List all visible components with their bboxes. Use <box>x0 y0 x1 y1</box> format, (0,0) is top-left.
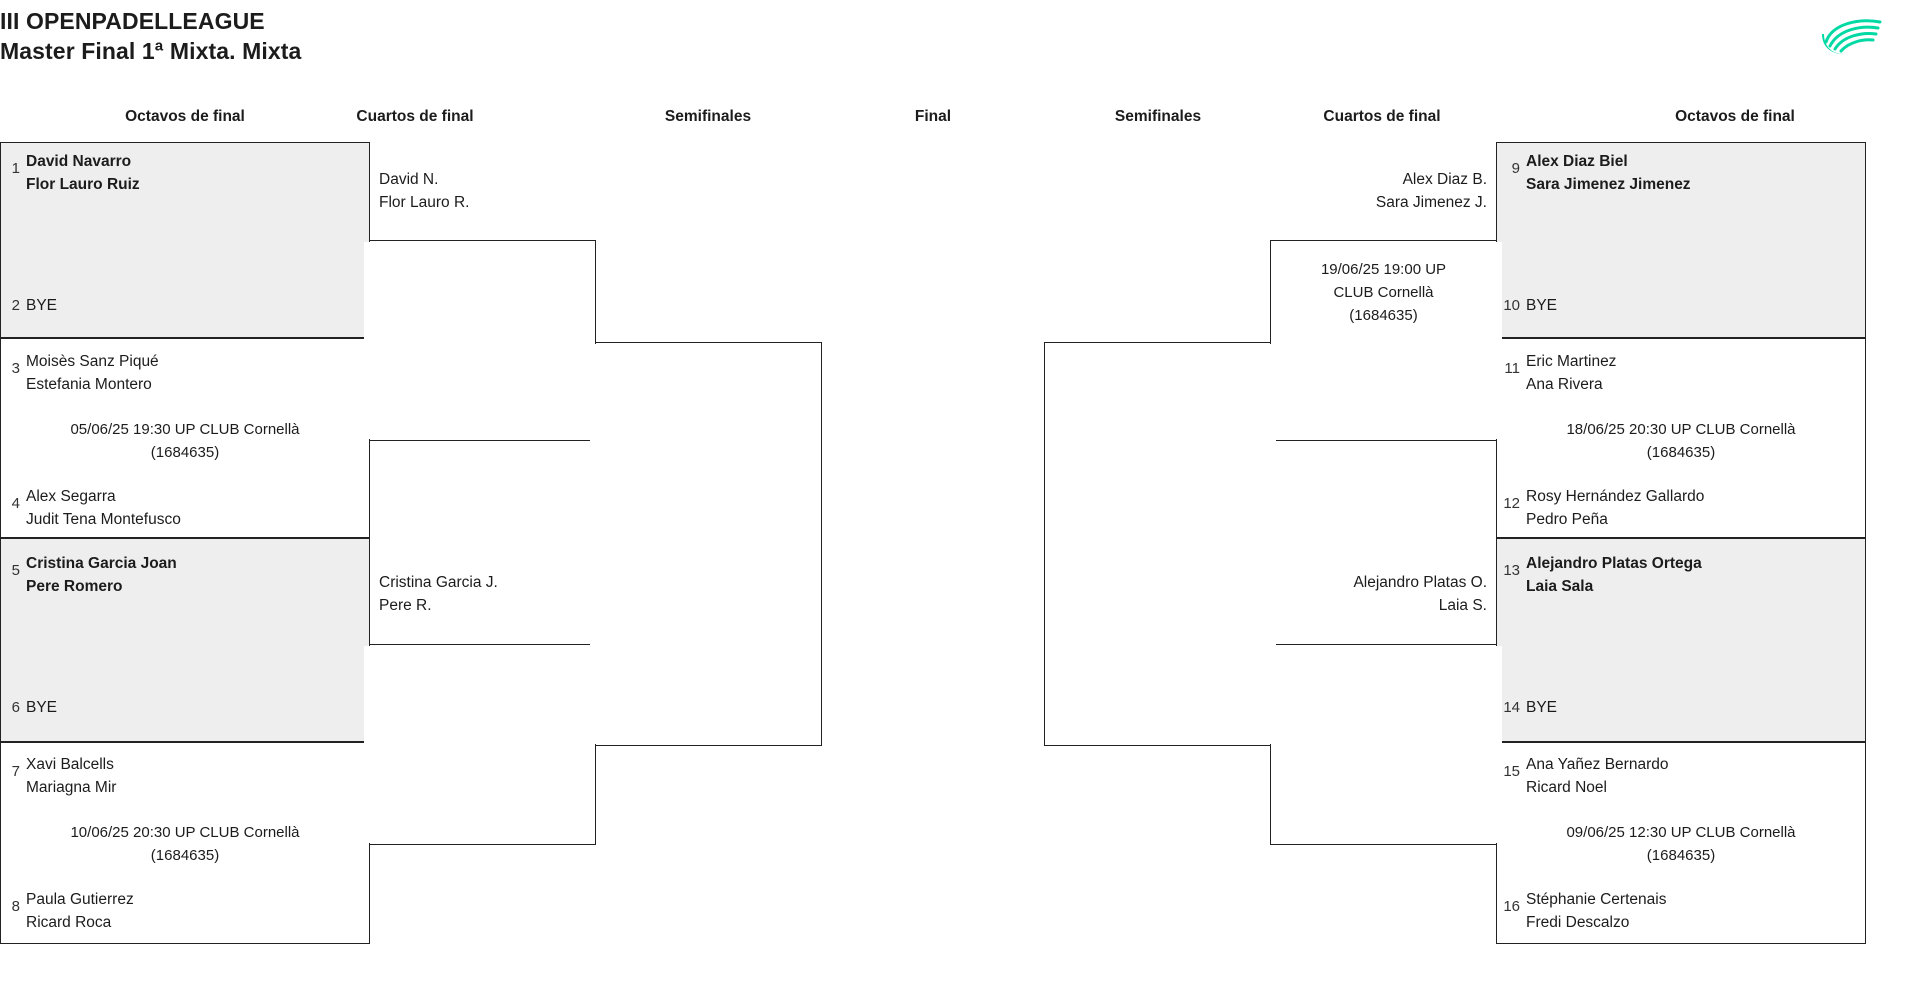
seed-number: 12 <box>1503 495 1520 512</box>
team-names <box>26 485 181 531</box>
seed-number: 13 <box>1503 562 1520 579</box>
team-names <box>26 350 159 396</box>
round-header-right-semis: Semifinales <box>1114 108 1202 125</box>
player-1: BYE <box>26 699 58 716</box>
player-2: Ricard Noel <box>1526 779 1607 796</box>
match-info <box>0 821 370 867</box>
player-2: Estefania Montero <box>26 376 152 393</box>
round-header-left-semis: Semifinales <box>664 108 752 125</box>
player-2: Flor Lauro Ruiz <box>26 176 140 193</box>
player-1: Stéphanie Certenais <box>1526 891 1667 908</box>
seed-number: 10 <box>1503 297 1520 314</box>
connector-mask <box>1268 344 1276 744</box>
player-2: Sara Jimenez Jimenez <box>1526 176 1691 193</box>
match-datetime-venue: 10/06/25 20:30 UP CLUB Cornellà <box>70 824 300 841</box>
player-2: Ricard Roca <box>26 914 112 931</box>
connector-mask <box>364 242 372 439</box>
player-1: BYE <box>1526 699 1558 716</box>
advancing-team-right-1 <box>1137 168 1487 214</box>
tournament-category: Master Final 1ª Mixta. Mixta <box>0 38 302 64</box>
player-1: Alex Diaz B. <box>1402 171 1487 188</box>
player-2: Laia S. <box>1438 597 1487 614</box>
seed-number: 2 <box>11 297 20 314</box>
advancing-team-left-2 <box>379 571 498 617</box>
round-header-left-octavos: Octavos de final <box>125 108 245 125</box>
player-2: Mariagna Mir <box>26 779 117 796</box>
brand-swirl-logo-icon <box>1818 12 1892 58</box>
player-1: BYE <box>1526 297 1558 314</box>
connector-mask <box>590 344 598 744</box>
connector-left-quarter-2 <box>369 644 596 845</box>
connector-left-semi <box>595 342 822 746</box>
match-id: (1684635) <box>150 444 220 461</box>
match-id: (1684635) <box>1646 847 1716 864</box>
team-names <box>1526 888 1666 934</box>
advancing-team-left-1 <box>379 168 469 214</box>
match-datetime-venue: 18/06/25 20:30 UP CLUB Cornellà <box>1566 421 1796 438</box>
team-names <box>1526 485 1704 531</box>
player-1: Xavi Balcells <box>26 756 114 773</box>
player-1: Cristina Garcia Joan <box>26 555 177 572</box>
player-2: Laia Sala <box>1526 578 1594 595</box>
page-title <box>0 6 301 66</box>
team-names <box>1526 350 1616 396</box>
team-names <box>26 888 134 934</box>
player-1: David Navarro <box>26 153 132 170</box>
match-id: (1684635) <box>1349 307 1418 324</box>
seed-number: 14 <box>1503 699 1520 716</box>
match-venue: CLUB Cornellà <box>1333 284 1434 301</box>
player-2: Ana Rivera <box>1526 376 1603 393</box>
player-1: Paula Gutierrez <box>26 891 134 908</box>
seed-number: 6 <box>11 699 20 716</box>
player-1: Rosy Hernández Gallardo <box>1526 488 1705 505</box>
match-info <box>1496 821 1866 867</box>
player-1: Moisès Sanz Piqué <box>26 353 159 370</box>
team-names <box>1526 552 1702 598</box>
seed-number: 15 <box>1503 763 1520 780</box>
match-info-right-quarter <box>1270 258 1497 327</box>
player-1: David N. <box>379 171 439 188</box>
seed-number: 8 <box>11 898 20 915</box>
player-1: Alex Diaz Biel <box>1526 153 1628 170</box>
player-1: Eric Martinez <box>1526 353 1617 370</box>
team-names <box>26 696 57 719</box>
player-2: Pere Romero <box>26 578 123 595</box>
team-names <box>1526 696 1557 719</box>
team-names <box>26 753 116 799</box>
seed-number: 5 <box>11 562 20 579</box>
seed-number: 16 <box>1503 898 1520 915</box>
seed-number: 3 <box>11 360 20 377</box>
tournament-name: III OPENPADELLEAGUE <box>0 8 265 34</box>
player-1: Ana Yañez Bernardo <box>1526 756 1669 773</box>
match-datetime-venue: 05/06/25 19:30 UP CLUB Cornellà <box>70 421 300 438</box>
match-datetime: 19/06/25 19:00 UP <box>1320 261 1447 278</box>
match-datetime-venue: 09/06/25 12:30 UP CLUB Cornellà <box>1566 824 1796 841</box>
round-header-final: Final <box>914 108 952 125</box>
connector-right-semi <box>1044 342 1271 746</box>
connector-mask <box>364 646 372 843</box>
team-names <box>1526 294 1557 317</box>
team-names <box>26 150 140 196</box>
player-2: Judit Tena Montefusco <box>26 511 181 528</box>
player-2: Flor Lauro R. <box>379 194 470 211</box>
match-id: (1684635) <box>1646 444 1716 461</box>
round-header-right-octavos: Octavos de final <box>1675 108 1795 125</box>
player-2: Pedro Peña <box>1526 511 1608 528</box>
seed-number: 4 <box>11 495 20 512</box>
connector-right-quarter-2 <box>1270 644 1497 845</box>
connector-left-quarter-1 <box>369 240 596 441</box>
match-info <box>0 418 370 464</box>
round-header-right-cuartos: Cuartos de final <box>1323 108 1441 125</box>
player-2: Pere R. <box>379 597 432 614</box>
team-names <box>1526 753 1668 799</box>
seed-number: 7 <box>11 763 20 780</box>
player-1: Alex Segarra <box>26 488 116 505</box>
connector-mask <box>1494 646 1502 843</box>
team-names <box>26 294 57 317</box>
player-2: Fredi Descalzo <box>1526 914 1630 931</box>
team-names <box>1526 150 1691 196</box>
seed-number: 1 <box>11 160 20 177</box>
match-id: (1684635) <box>150 847 220 864</box>
player-1: Cristina Garcia J. <box>379 574 498 591</box>
player-2: Sara Jimenez J. <box>1375 194 1487 211</box>
round-header-left-cuartos: Cuartos de final <box>356 108 474 125</box>
seed-number: 11 <box>1504 360 1520 377</box>
seed-number: 9 <box>1511 160 1520 177</box>
team-names <box>26 552 177 598</box>
player-1: Alejandro Platas Ortega <box>1526 555 1702 572</box>
player-1: BYE <box>26 297 58 314</box>
match-info <box>1496 418 1866 464</box>
player-1: Alejandro Platas O. <box>1353 574 1487 591</box>
